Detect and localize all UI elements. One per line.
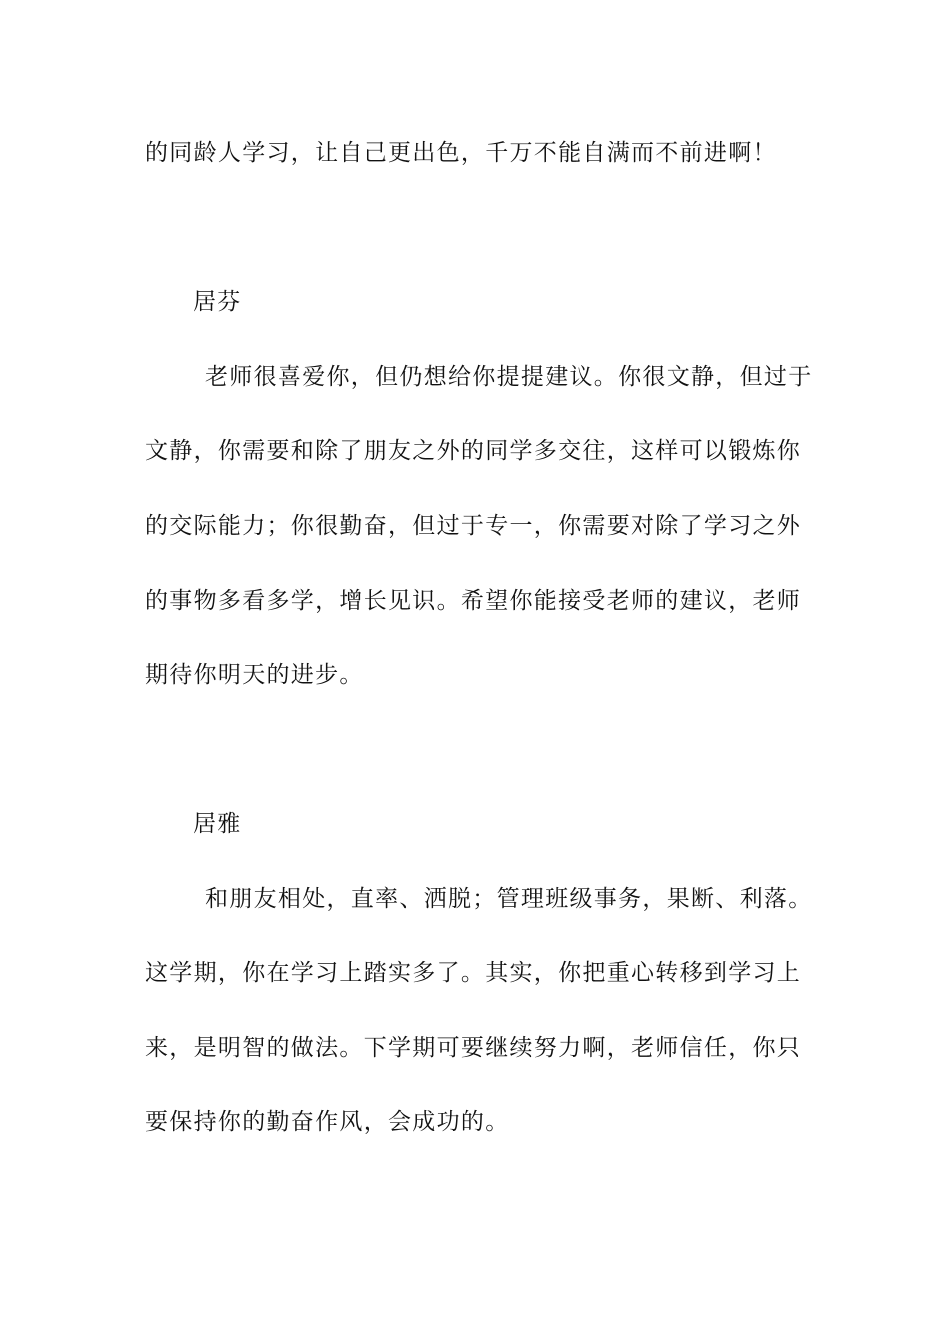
continuation-paragraph-line: 的同龄人学习，让自己更出色，千万不能自满而不前进啊！ <box>145 140 777 166</box>
comment-paragraph-line: 和朋友相处，直率、洒脱；管理班级事务，果断、利落。 <box>205 886 813 912</box>
comment-paragraph-line: 老师很喜爱你，但仍想给你提提建议。你很文静，但过于 <box>205 364 813 390</box>
comment-paragraph-line: 要保持你的勤奋作风，会成功的。 <box>145 1109 510 1135</box>
comment-paragraph-line: 来，是明智的做法。下学期可要继续努力啊，老师信任，你只 <box>145 1035 802 1061</box>
student-name-heading: 居雅 <box>193 811 242 837</box>
comment-paragraph-line: 的事物多看多学，增长见识。希望你能接受老师的建议，老师 <box>145 588 802 614</box>
comment-paragraph-line: 这学期，你在学习上踏实多了。其实，你把重心转移到学习上 <box>145 960 802 986</box>
comment-paragraph-line: 期待你明天的进步。 <box>145 662 364 688</box>
comment-paragraph-line: 文静，你需要和除了朋友之外的同学多交往，这样可以锻炼你 <box>145 438 802 464</box>
student-name-heading: 居芬 <box>193 289 242 315</box>
comment-paragraph-line: 的交际能力；你很勤奋，但过于专一，你需要对除了学习之外 <box>145 513 802 539</box>
